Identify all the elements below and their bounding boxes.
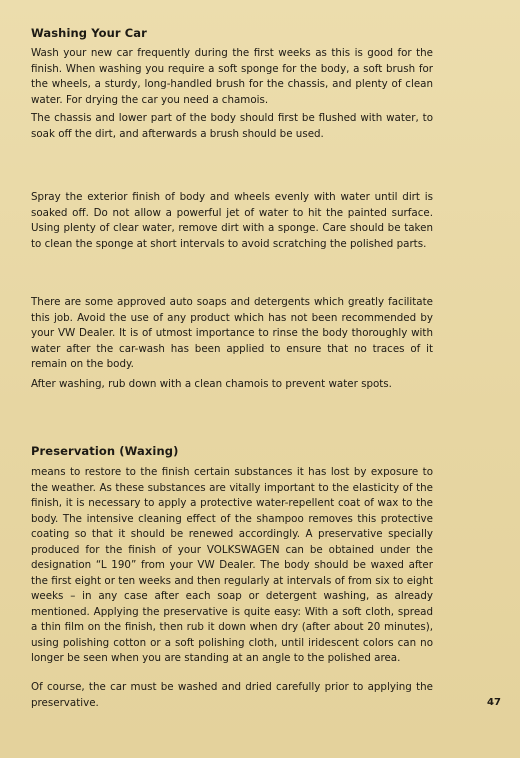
page-number: 47 [487,697,501,708]
paragraph-chassis-flush: The chassis and lower part of the body should first be flushed with water, to soak off the dirt, and afterwards a brush should be used. [31,112,433,140]
heading-washing-your-car: Washing Your Car [31,26,147,40]
paragraph-washing-intro: Wash your new car frequently during the first weeks as this is good for the finish. When washing you require a soft sponge for the body, a soft brush for the wheels, a sturdy, long-handled brush for the chassis, and plenty of clean water. For drying the car you need a chamois. [31,47,433,106]
heading-preservation-waxing: Preservation (Waxing) [31,444,179,458]
paragraph-auto-soaps: There are some approved auto soaps and detergents which greatly facilitate this job. Avoid the use of any product which has not been recommended by your VW Dealer. It is of utmost importance to rinse the body thoroughly with water after the car-wash has been applied to ensure that no traces of it remain on the body. [31,296,433,370]
paragraph-wash-before-preservative: Of course, the car must be washed and dried carefully prior to applying the preservative. [31,681,433,709]
paragraph-after-washing: After washing, rub down with a clean chamois to prevent water spots. [31,378,392,390]
paragraph-spray-finish: Spray the exterior finish of body and wheels evenly with water until dirt is soaked off. Do not allow a powerful jet of water to hit the painted surface. Using plenty of clear water, remove dirt with a sponge. Care should be taken to clean the sponge at short intervals to avoid scratching the polished parts. [31,191,433,250]
paragraph-preservation: means to restore to the finish certain substances it has lost by exposure to the weather. As these substances are vitally important to the elasticity of the finish, it is necessary to apply a protective water-repellent coat of wax to the body. The intensive cleaning effect of the shampoo removes this protective coating so that it should be renewed accordingly. A preservative specially produced for the finish of your VOLKSWAGEN can be obtained under the designation “L 190” from your VW Dealer. The body should be waxed after the first eight or ten weeks and then regularly at intervals of from six to eight weeks – in any case after each soap or detergent washing, as already mentioned. Applying the preservative is quite easy: With a soft cloth, spread a thin film on the finish, then rub it down when dry (after about 20 minutes), using polishing cotton or a soft polishing cloth, until iridescent colors can no longer be seen when you are standing at an angle to the polished area. [31,466,433,664]
